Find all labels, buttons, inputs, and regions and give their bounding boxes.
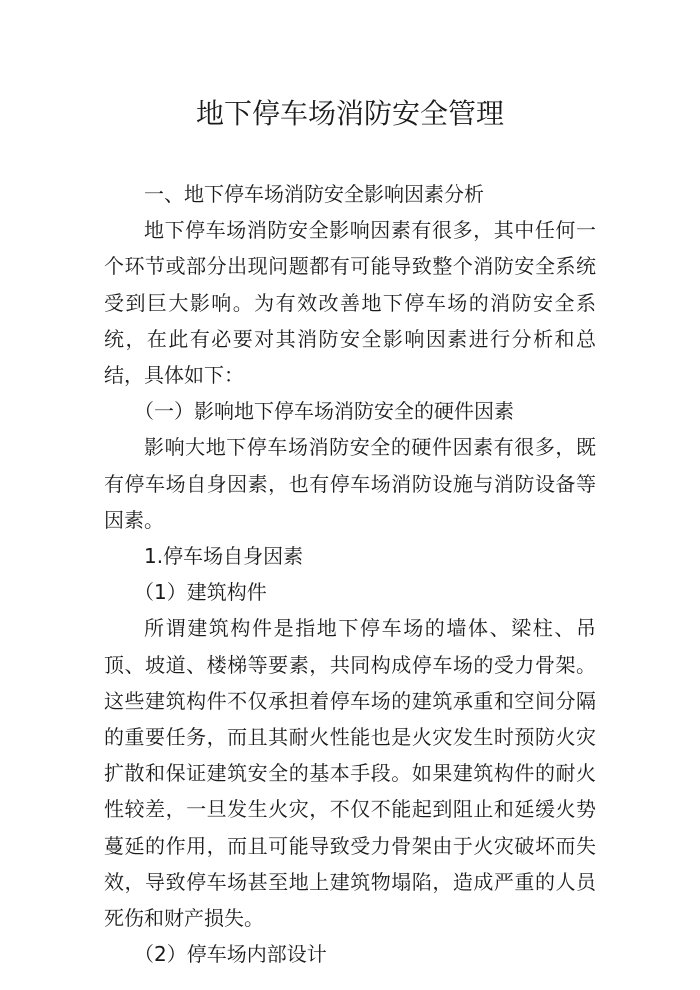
paragraph: 影响大地下停车场消防安全的硬件因素有很多，既有停车场自身因素，也有停车场消防设施与消防设备等因素。	[104, 435, 596, 532]
page-title: 地下停车场消防安全管理	[195, 97, 504, 130]
subsection-heading: 1.停车场自身因素	[144, 544, 304, 569]
paragraph: 地下停车场消防安全影响因素有很多，其中任何一个环节或部分出现问题都有可能导致整个消防安全系统受到巨大影响。为有效改善地下停车场的消防安全系统，在此有必要对其消防安全影响因素进行分析和总结，具体如下：	[104, 218, 596, 388]
section-heading: 一、地下停车场消防安全影响因素分析	[144, 182, 484, 206]
paragraph: 所谓建筑构件是指地下停车场的墙体、梁柱、吊顶、坡道、楼梯等要素，共同构成停车场的受力骨架。这些建筑构件不仅承担着停车场的建筑承重和空间分隔的重要任务，而且其耐火性能也是火灾发生时预防火灾扩散和保证建筑安全的基本手段。如果建筑构件的耐火性较差，一旦发生火灾，不仅不能起到阻止和延缓火势蔓延的作用，而且可能导致受力骨架由于火灾破坏而失效，导致停车场甚至地上建筑物塌陷，造成严重的人员死伤和财产损失。	[104, 616, 596, 931]
subsection-heading: （一）影响地下停车场消防安全的硬件因素	[134, 399, 514, 424]
subsection-heading: （1）建筑构件	[134, 580, 267, 605]
document-body	[104, 176, 596, 972]
subsection-heading: （2）停车场内部设计	[134, 942, 327, 967]
